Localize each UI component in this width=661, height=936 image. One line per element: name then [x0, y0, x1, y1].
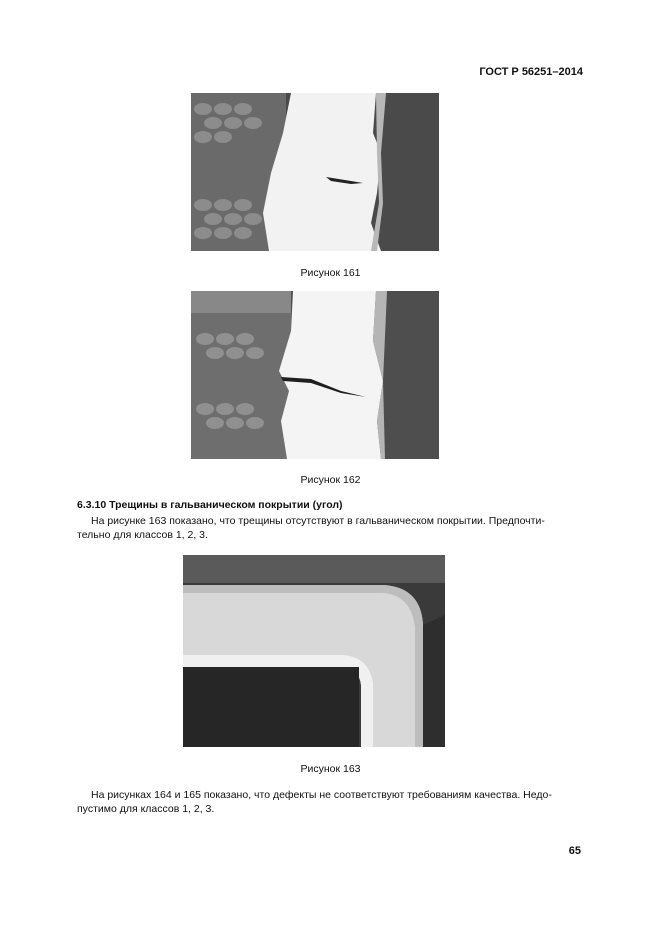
paragraph-2 — [77, 788, 581, 816]
paragraph-1 — [77, 514, 581, 542]
standard-number: ГОСТ Р 56251–2014 — [479, 66, 583, 78]
figure-162-micrograph — [191, 291, 439, 459]
paragraph-2-line-2: пустимо для классов 1, 2, 3. — [77, 803, 215, 815]
figure-162-caption: Рисунок 162 — [300, 474, 361, 486]
figure-163-micrograph — [183, 555, 445, 747]
page-number: 65 — [568, 845, 581, 857]
section-title: 6.3.10 Трещины в гальваническом покрытии (угол) — [77, 499, 343, 511]
paragraph-1-line-2: тельно для классов 1, 2, 3. — [77, 529, 208, 541]
figure-163-caption: Рисунок 163 — [300, 763, 361, 775]
figure-161-caption: Рисунок 161 — [300, 267, 361, 279]
paragraph-2-line-1: На рисунках 164 и 165 показано, что дефекты не соответствуют требованиям качества. Недо- — [91, 789, 552, 801]
figure-161-micrograph — [191, 93, 439, 251]
paragraph-1-line-1: На рисунке 163 показано, что трещины отсутствуют в гальваническом покрытии. Предпочти- — [91, 515, 545, 527]
